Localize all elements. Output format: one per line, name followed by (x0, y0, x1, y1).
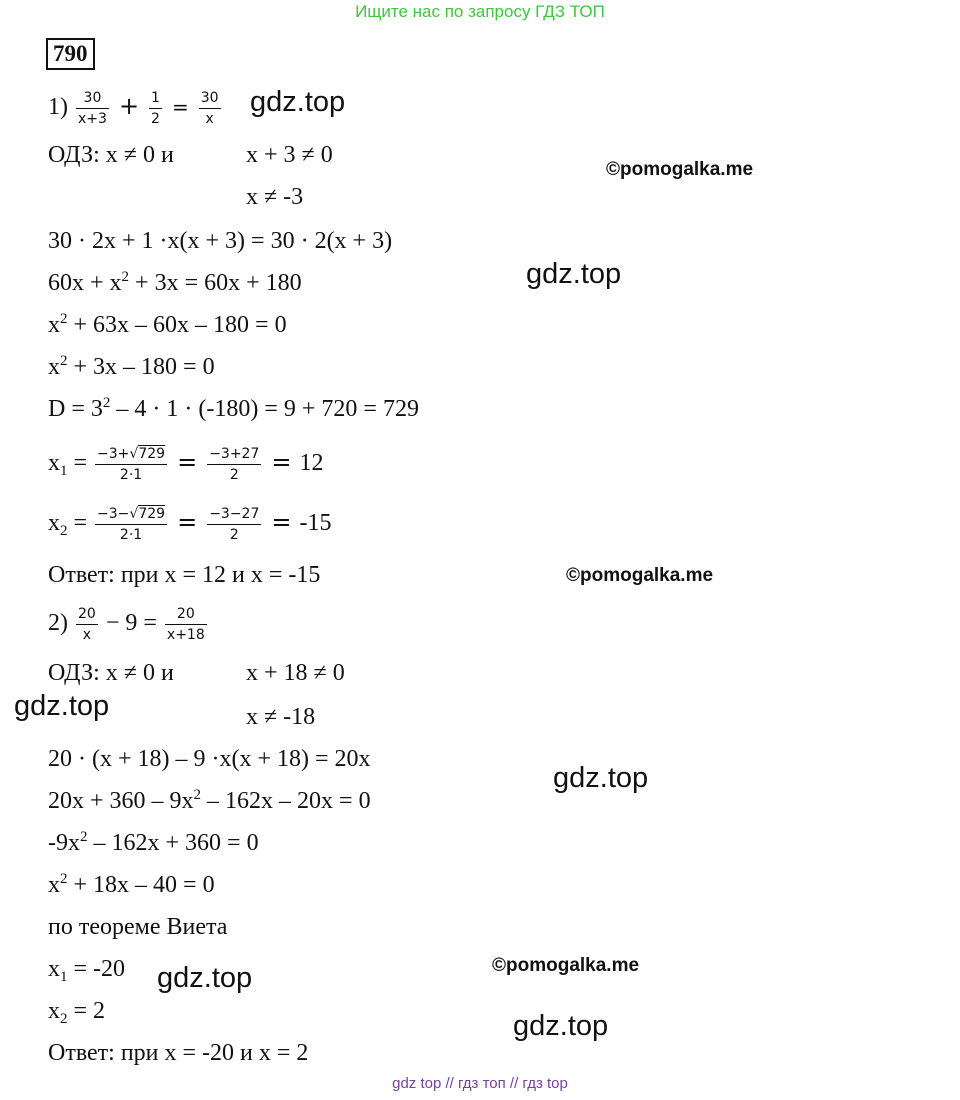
frac-numerator: −3−√729 (95, 504, 167, 525)
part1-line2 (48, 268, 302, 298)
part1-frac-b (149, 88, 162, 129)
part1-answer: Ответ: при x = 12 и x = -15 (48, 562, 321, 588)
exponent: 2 (80, 829, 88, 845)
part1-odz-right1: x + 3 ≠ 0 (246, 142, 333, 168)
text: D = 3 (48, 396, 103, 422)
text: x (48, 450, 60, 477)
part2-root-x1 (48, 954, 125, 984)
part1-root-x1 (48, 444, 323, 485)
exponent: 2 (121, 269, 130, 285)
text: x (48, 510, 60, 537)
text: 60x + x (48, 270, 122, 296)
part2-line4 (48, 870, 215, 900)
root-fraction (207, 504, 261, 545)
root-value: -15 (299, 510, 332, 537)
subscript: 1 (60, 463, 68, 480)
text: -9x (48, 830, 80, 856)
root-fraction (207, 444, 261, 485)
part2-label: 2) (48, 610, 68, 637)
part1-odz-left: ОДЗ: x ≠ 0 и (48, 142, 174, 168)
frac-denominator: 2 (151, 111, 160, 127)
part1-frac-c (199, 88, 221, 129)
watermark-pomogalka: ©pomogalka.me (492, 955, 640, 976)
part1-frac-a (76, 88, 109, 129)
part2-line2 (48, 786, 371, 816)
text: = (67, 450, 88, 477)
text: = 2 (67, 998, 106, 1024)
watermark-gdz: gdz.top (513, 1010, 609, 1042)
frac-numerator: 20 (165, 604, 207, 625)
part2-frac-a (76, 604, 98, 645)
equals-sign: = (177, 448, 198, 477)
text: 20x + 360 – 9x (48, 788, 194, 814)
part2-odz-right2: x ≠ -18 (246, 704, 316, 730)
part1-odz-right2: x ≠ -3 (246, 184, 304, 210)
part2-line3 (48, 828, 259, 858)
text: – 162x + 360 = 0 (87, 830, 259, 856)
watermark-pomogalka: ©pomogalka.me (566, 565, 714, 586)
watermark-gdz: gdz.top (157, 962, 253, 994)
frac-numerator: 30 (199, 88, 221, 109)
text: + 3x – 180 = 0 (67, 354, 215, 380)
part1-discriminant (48, 394, 419, 424)
part1-line1: 30 · 2x + 1 ·x(x + 3) = 30 · 2(x + 3) (48, 228, 393, 254)
text: + 63x – 60x – 180 = 0 (67, 312, 287, 338)
watermark-gdz: gdz.top (250, 86, 346, 118)
frac-denominator: x+18 (166, 627, 205, 643)
part2-vieta: по теореме Виета (48, 914, 228, 940)
exponent: 2 (102, 395, 111, 411)
part2-root-x2 (48, 996, 105, 1026)
text: x (48, 872, 60, 898)
text: = (67, 510, 88, 537)
bottom-banner: gdz top // гдз топ // гдз top (392, 1075, 568, 1092)
part1-root-x2 (48, 504, 331, 545)
frac-numerator: 30 (76, 88, 109, 109)
part2-odz-right1: x + 18 ≠ 0 (246, 660, 345, 686)
watermark-gdz: gdz.top (526, 258, 622, 290)
equals-sign: = (171, 95, 189, 120)
exponent: 2 (60, 353, 68, 369)
root-fraction (95, 444, 167, 485)
frac-denominator: 2 (229, 467, 239, 483)
minus-term: − 9 = (105, 610, 157, 637)
part1-line4 (48, 352, 215, 382)
subscript: 2 (60, 1011, 68, 1027)
root-value: 12 (299, 450, 324, 477)
frac-denominator: x (205, 111, 214, 127)
frac-numerator: 1 (149, 88, 162, 109)
text: – 4 · 1 · (-180) = 9 + 720 = 729 (110, 396, 419, 422)
frac-numerator: −3+27 (207, 444, 261, 465)
root-fraction (95, 504, 167, 545)
text: – 162x – 20x = 0 (201, 788, 371, 814)
part2-odz-left: ОДЗ: x ≠ 0 и (48, 660, 174, 686)
frac-numerator: 20 (76, 604, 98, 625)
text: x (48, 998, 60, 1024)
part1-equation (48, 88, 223, 129)
text: + 3x = 60x + 180 (129, 270, 302, 296)
watermark-gdz: gdz.top (553, 762, 649, 794)
exponent: 2 (193, 787, 202, 803)
text: = -20 (67, 956, 126, 982)
text: + 18x – 40 = 0 (67, 872, 215, 898)
text: x (48, 354, 60, 380)
part2-frac-b (165, 604, 207, 645)
part1-label: 1) (48, 94, 68, 121)
equals-sign: = (271, 508, 292, 537)
exponent: 2 (60, 871, 68, 887)
part2-line1: 20 · (x + 18) – 9 ·x(x + 18) = 20x (48, 746, 371, 772)
frac-denominator: 2·1 (119, 527, 143, 543)
plus-sign: + (118, 92, 140, 121)
part2-equation (48, 604, 209, 645)
problem-number: 790 (46, 38, 95, 70)
frac-denominator: 2 (229, 527, 239, 543)
watermark-pomogalka: ©pomogalka.me (606, 159, 754, 180)
equals-sign: = (271, 448, 292, 477)
watermark-gdz: gdz.top (14, 690, 110, 722)
exponent: 2 (60, 311, 68, 327)
subscript: 1 (60, 969, 68, 985)
frac-denominator: 2·1 (119, 467, 143, 483)
text: x (48, 312, 60, 338)
part1-line3 (48, 310, 287, 340)
top-banner: Ищите нас по запросу ГДЗ ТОП (355, 2, 605, 21)
part2-answer: Ответ: при x = -20 и x = 2 (48, 1040, 309, 1066)
equals-sign: = (177, 508, 198, 537)
frac-denominator: x+3 (78, 111, 107, 127)
text: x (48, 956, 60, 982)
frac-numerator: −3+√729 (95, 444, 167, 465)
subscript: 2 (60, 523, 68, 540)
frac-numerator: −3−27 (207, 504, 261, 525)
frac-denominator: x (82, 627, 92, 643)
